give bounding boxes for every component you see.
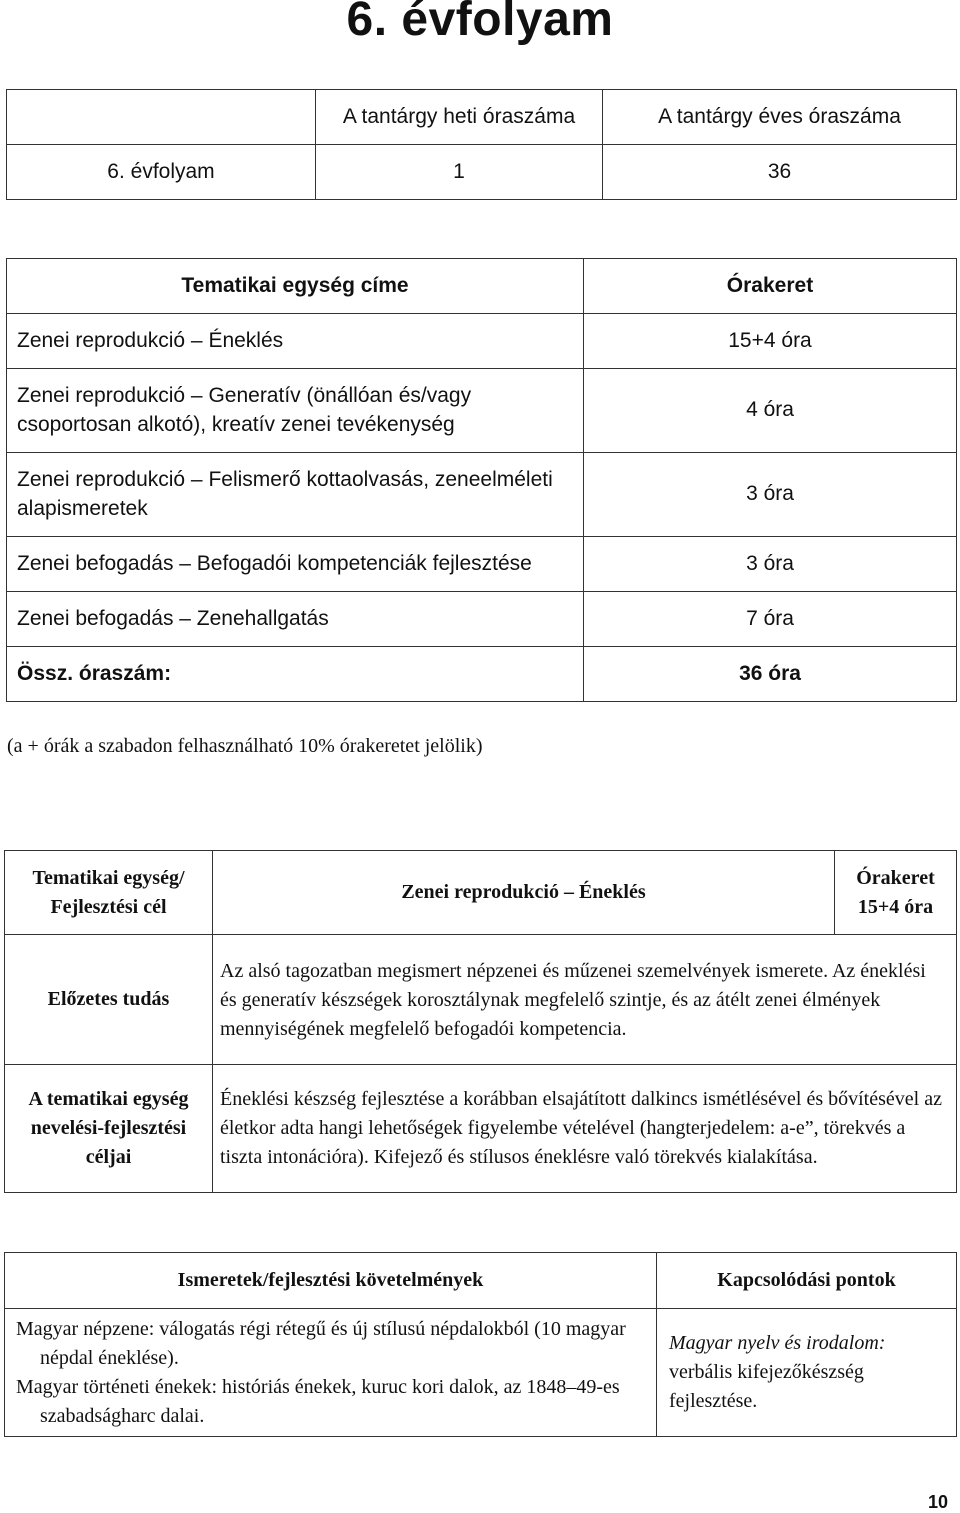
- unit-table: [4, 850, 957, 1193]
- weekly-yearly-hours-table: [6, 89, 957, 200]
- topic-row: [7, 537, 957, 592]
- topic-hours: 3 óra: [584, 453, 957, 537]
- topic-hours: 15+4 óra: [584, 314, 957, 369]
- topic-title: Zenei befogadás – Zenehallgatás: [7, 592, 584, 647]
- yearly-hours-value: 36: [603, 145, 957, 200]
- total-hours-label: Össz. óraszám:: [7, 647, 584, 702]
- total-hours-value: 36 óra: [584, 647, 957, 702]
- hours-frame-header: Órakeret: [584, 259, 957, 314]
- unit-title: Zenei reprodukció – Éneklés: [213, 851, 835, 935]
- unit-left-header-line1: Tematikai egység/: [32, 866, 185, 889]
- unit-left-header-line2: Fejlesztési cél: [50, 895, 167, 918]
- links-content: [657, 1309, 957, 1437]
- topic-hours: 7 óra: [584, 592, 957, 647]
- topic-row: [7, 453, 957, 537]
- goals-label: A tematikai egység nevelési-fejlesztési céljai: [5, 1065, 213, 1193]
- topic-title-header: Tematikai egység címe: [7, 259, 584, 314]
- requirements-table: [4, 1252, 957, 1437]
- weekly-hours-value: 1: [316, 145, 603, 200]
- links-header: Kapcsolódási pontok: [657, 1253, 957, 1309]
- prior-knowledge-label: Előzetes tudás: [5, 935, 213, 1065]
- link-text: verbális kifejezőkészség fejlesztése.: [669, 1361, 864, 1412]
- topic-title: Zenei reprodukció – Generatív (önállóan és/vagy csoportosan alkotó), kreatív zenei tevékenység: [7, 369, 584, 453]
- unit-hours-header: [835, 851, 957, 935]
- hours-header-empty-cell: [7, 90, 316, 145]
- topic-title: Zenei reprodukció – Felismerő kottaolvasás, zeneelméleti alapismeretek: [7, 453, 584, 537]
- topic-title: Zenei reprodukció – Éneklés: [7, 314, 584, 369]
- unit-hours-label: Órakeret: [856, 866, 935, 889]
- link-subject: Magyar nyelv és irodalom:: [669, 1332, 886, 1354]
- requirement-item: Magyar népzene: válogatás régi rétegű és új stílusú népdalokból (10 magyar népdal éneklése).: [16, 1317, 626, 1369]
- unit-left-header: [5, 851, 213, 935]
- yearly-hours-header: A tantárgy éves óraszáma: [603, 90, 957, 145]
- hours-note: (a + órák a szabadon felhasználható 10% órakeretet jelölik): [7, 735, 483, 757]
- goals-text: Éneklési készség fejlesztése a korábban elsajátított dalkincs ismétlésével és bővítésével az életkor adta hangi lehetőségek figyelembe vételével (hangterjedelem: a-e”, törekvés a tiszta intonációra). Kifejező és stílusos éneklésre való törekvés kialakítása.: [213, 1065, 957, 1193]
- topic-hours: 3 óra: [584, 537, 957, 592]
- unit-hours-value: 15+4 óra: [857, 895, 934, 918]
- requirement-item: Magyar történeti énekek: históriás énekek, kuruc kori dalok, az 1848–49-es szabadságharc dalai.: [16, 1375, 620, 1427]
- topic-row: [7, 314, 957, 369]
- topic-row: [7, 369, 957, 453]
- page-number: 10: [928, 1492, 949, 1512]
- prior-knowledge-text: Az alsó tagozatban megismert népzenei és műzenei szemelvények ismerete. Az éneklési és generatív készségek korosztálynak megfelelő szintje, és az átélt zenei élmények mennyiségének megfelelő befogadói kompetencia.: [213, 935, 957, 1065]
- topic-title: Zenei befogadás – Befogadói kompetenciák fejlesztése: [7, 537, 584, 592]
- page-title: 6. évfolyam: [346, 0, 614, 46]
- requirements-content: [5, 1309, 657, 1437]
- topics-table: [6, 258, 957, 702]
- weekly-hours-header: A tantárgy heti óraszáma: [316, 90, 603, 145]
- topic-hours: 4 óra: [584, 369, 957, 453]
- grade-cell: 6. évfolyam: [7, 145, 316, 200]
- topic-row: [7, 592, 957, 647]
- requirements-header: Ismeretek/fejlesztési követelmények: [5, 1253, 657, 1309]
